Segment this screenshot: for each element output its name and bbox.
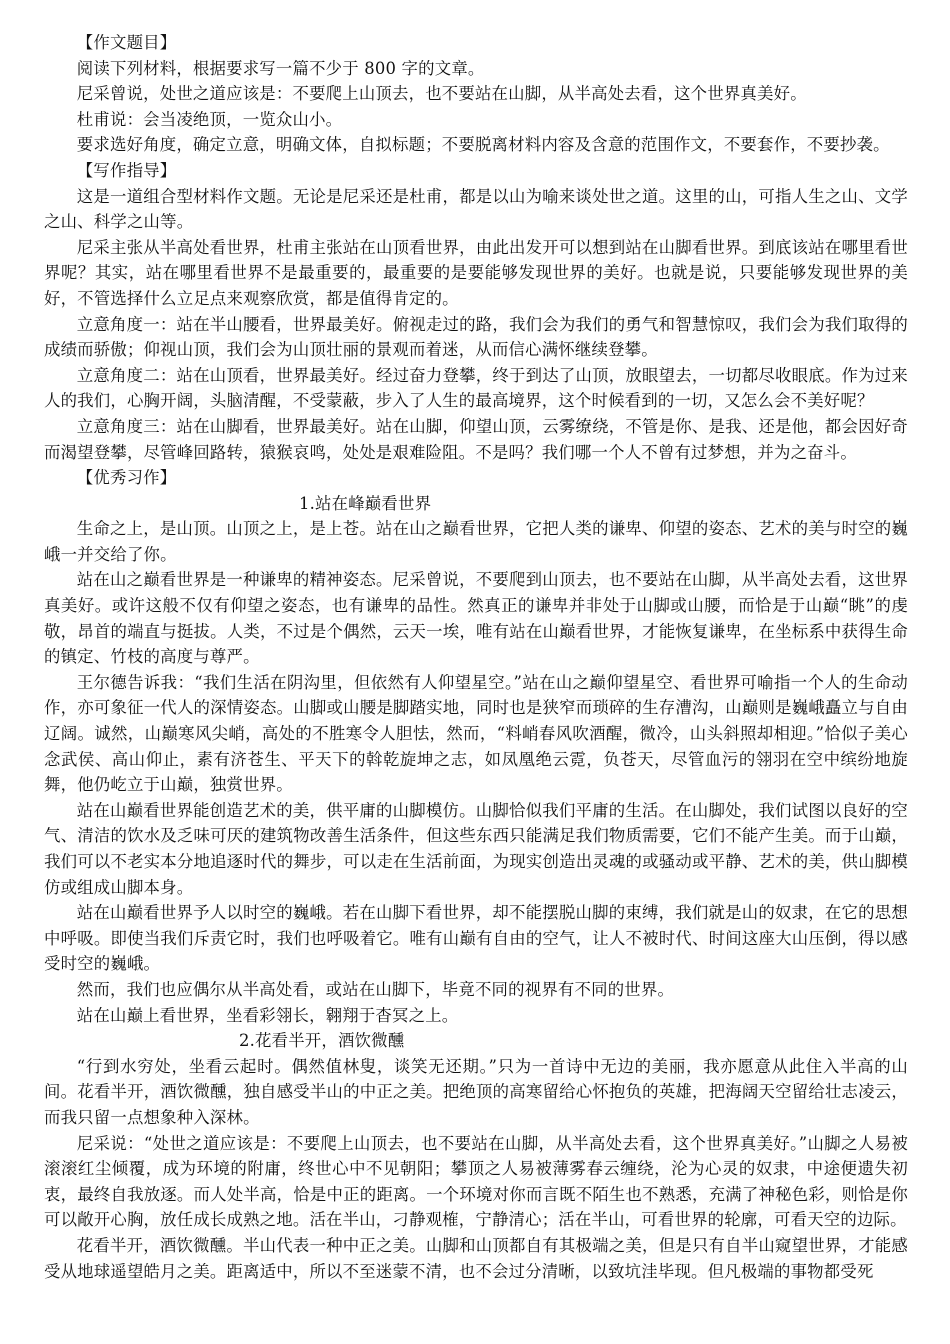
guide-paragraph: 立意角度三：站在山脚看，世界最美好。站在山脚，仰望山顶，云雾缭绕，不管是你、是我、还是他，都会因好奇而渴望登攀，尽管峰回路转，猿猴哀鸣，处处是艰难险阻。不是吗？我们哪一个人不曾有过梦想，并为之奋斗。 [44,416,908,462]
section-heading-guide: 【写作指导】 [76,160,177,180]
guide-paragraph: 立意角度二：站在山顶看，世界最美好。经过奋力登攀，终于到达了山顶，放眼望去，一切都尽收眼底。作为过来人的我们，心胸开阔，头脑清醒，不受蒙蔽，步入了人生的最高境界，这个时候看到的一切，又怎么会不美好呢？ [44,365,908,411]
essay-1-paragraph: 站在山之巅看世界是一种谦卑的精神姿态。尼采曾说，不要爬到山顶去，也不要站在山脚，从半高处去看，这世界真美好。或许这般不仅有仰望之姿态，也有谦卑的品性。然真正的谦卑并非处于山脚或山腰，而恰是于山巅“眺”的虔敬，昂首的端直与挺拔。人类，不过是个偶然，云天一埃，唯有站在山巅看世界，才能恢复谦卑，在坐标系中获得生命的镇定、竹枝的高度与尊严。 [44,570,908,667]
essay-1-paragraph: 站在山巅上看世界，坐看彩翎长，翱翔于杳冥之上。 [76,1005,459,1025]
essay-1-paragraph: 王尔德告诉我：“我们生活在阴沟里，但依然有人仰望星空。”站在山之巅仰望星空、看世界可喻指一个人的生命动作，亦可象征一代人的深情姿态。山脚或山腰是脚踏实地，同时也是狭窄而琐碎的生存漕沟，山巅则是巍峨矗立与自由辽阔。诚然，山巅寒风尖峭，高处的不胜寒令人胆怯，然而，“料峭春风吹酒醒，微冷，山头斜照却相迎。”恰似子美心念武侯、高山仰止，素有济苍生、平天下的斡乾旋坤之志，如凤凰绝云霓，负苍天，尽管血污的翎羽在空中缤纷地旋舞，他仍屹立于山巅，独赏世界。 [44,672,908,795]
essay-1-title: 1.站在峰巅看世界 [299,493,432,513]
prompt-paragraph: 尼采曾说，处世之道应该是：不要爬上山顶去，也不要站在山脚，从半高处去看，这个世界真美好。 [76,84,807,104]
guide-paragraph: 立意角度一：站在半山腰看，世界最美好。俯视走过的路，我们会为我们的勇气和智慧惊叹，我们会为我们取得的成绩而骄傲；仰视山顶，我们会为山顶壮丽的景观而着迷，从而信心满怀继续登攀。 [44,314,908,360]
essay-2-paragraph: 花看半开，酒饮微醺。半山代表一种中正之美。山脚和山顶都自有其极端之美，但是只有自半山窥望世界，才能感受从地球遥望皓月之美。距离适中，所以不至迷蒙不清，也不会过分清晰，以致坑洼毕现。但凡极端的事物都受死 [44,1235,908,1281]
essay-2-title: 2.花看半开，酒饮微醺 [239,1031,405,1051]
essay-2-paragraph: “行到水穷处，坐看云起时。偶然值林叟，谈笑无还期。”只为一首诗中无边的美丽，我亦愿意从此住入半高的山间。花看半开，酒饮微醺，独自感受半山的中正之美。把绝顶的高寒留给心怀抱负的英雄，把海阔天空留给壮志凌云，而我只留一点想象种入深林。 [44,1056,908,1127]
section-heading-prompt: 【作文题目】 [76,33,177,52]
prompt-paragraph: 杜甫说：会当凌绝顶，一览众山小。 [76,109,343,129]
essay-2-paragraph: 尼采说：“处世之道应该是：不要爬上山顶去，也不要站在山脚，从半高处去看，这个世界真美好。”山脚之人易被滚滚红尘倾覆，成为环境的附庸，终世心中不见朝阳；攀顶之人易被薄雾春云缠绕，沦为心灵的奴隶，中途便遗失初衷，最终自我放逐。而人处半高，恰是中正的距离。一个环境对你而言既不陌生也不熟悉，充满了神秘色彩，则恰是你可以敞开心胸，放任成长成熟之地。活在半山，刁静观榷，宁静清心；活在半山，可看世界的轮廓，可看天空的边际。 [44,1133,908,1230]
essay-1-paragraph: 站在山巅看世界予人以时空的巍峨。若在山脚下看世界，却不能摆脱山脚的束缚，我们就是山的奴隶，在它的思想中呼吸。即使当我们斥责它时，我们也呼吸着它。唯有山巅有自由的空气，让人不被时代、时间这座大山压倒，得以感受时空的巍峨。 [44,903,908,974]
prompt-paragraph: 阅读下列材料，根据要求写一篇不少于 800 字的文章。 [76,58,485,78]
essay-1-paragraph: 然而，我们也应偶尔从半高处看，或站在山脚下，毕竟不同的视界有不同的世界。 [76,979,675,999]
guide-paragraph: 这是一道组合型材料作文题。无论是尼采还是杜甫，都是以山为喻来谈处世之道。这里的山，可指人生之山、文学之山、科学之山等。 [44,186,908,232]
essay-1-paragraph: 站在山巅看世界能创造艺术的美，供平庸的山脚模仿。山脚恰似我们平庸的生活。在山脚处，我们试图以良好的空气、清洁的饮水及乏味可厌的建筑物改善生活条件，但这些东西只能满足我们物质需要，它们不能产生美。而于山巅，我们可以不老实本分地追逐时代的舞步，可以走在生活前面，为现实创造出灵魂的或骚动或平静、艺术的美，供山脚模仿或组成山脚本身。 [44,800,908,897]
prompt-paragraph: 要求选好角度，确定立意，明确文体，自拟标题；不要脱离材料内容及含意的范围作文，不要套作，不要抄袭。 [76,135,890,155]
section-heading-samples: 【优秀习作】 [76,468,177,488]
essay-1-paragraph: 生命之上，是山顶。山顶之上，是上苍。站在山之巅看世界，它把人类的谦卑、仰望的姿态、艺术的美与时空的巍峨一并交给了你。 [44,519,908,564]
guide-paragraph: 尼采主张从半高处看世界，杜甫主张站在山顶看世界，由此出发开可以想到站在山脚看世界。到底该站在哪里看世界呢？其实，站在哪里看世界不是最重要的，最重要的是要能够发现世界的美好。也就是说，只要能够发现世界的美好，不管选择什么立足点来观察欣赏，都是值得肯定的。 [44,237,908,308]
